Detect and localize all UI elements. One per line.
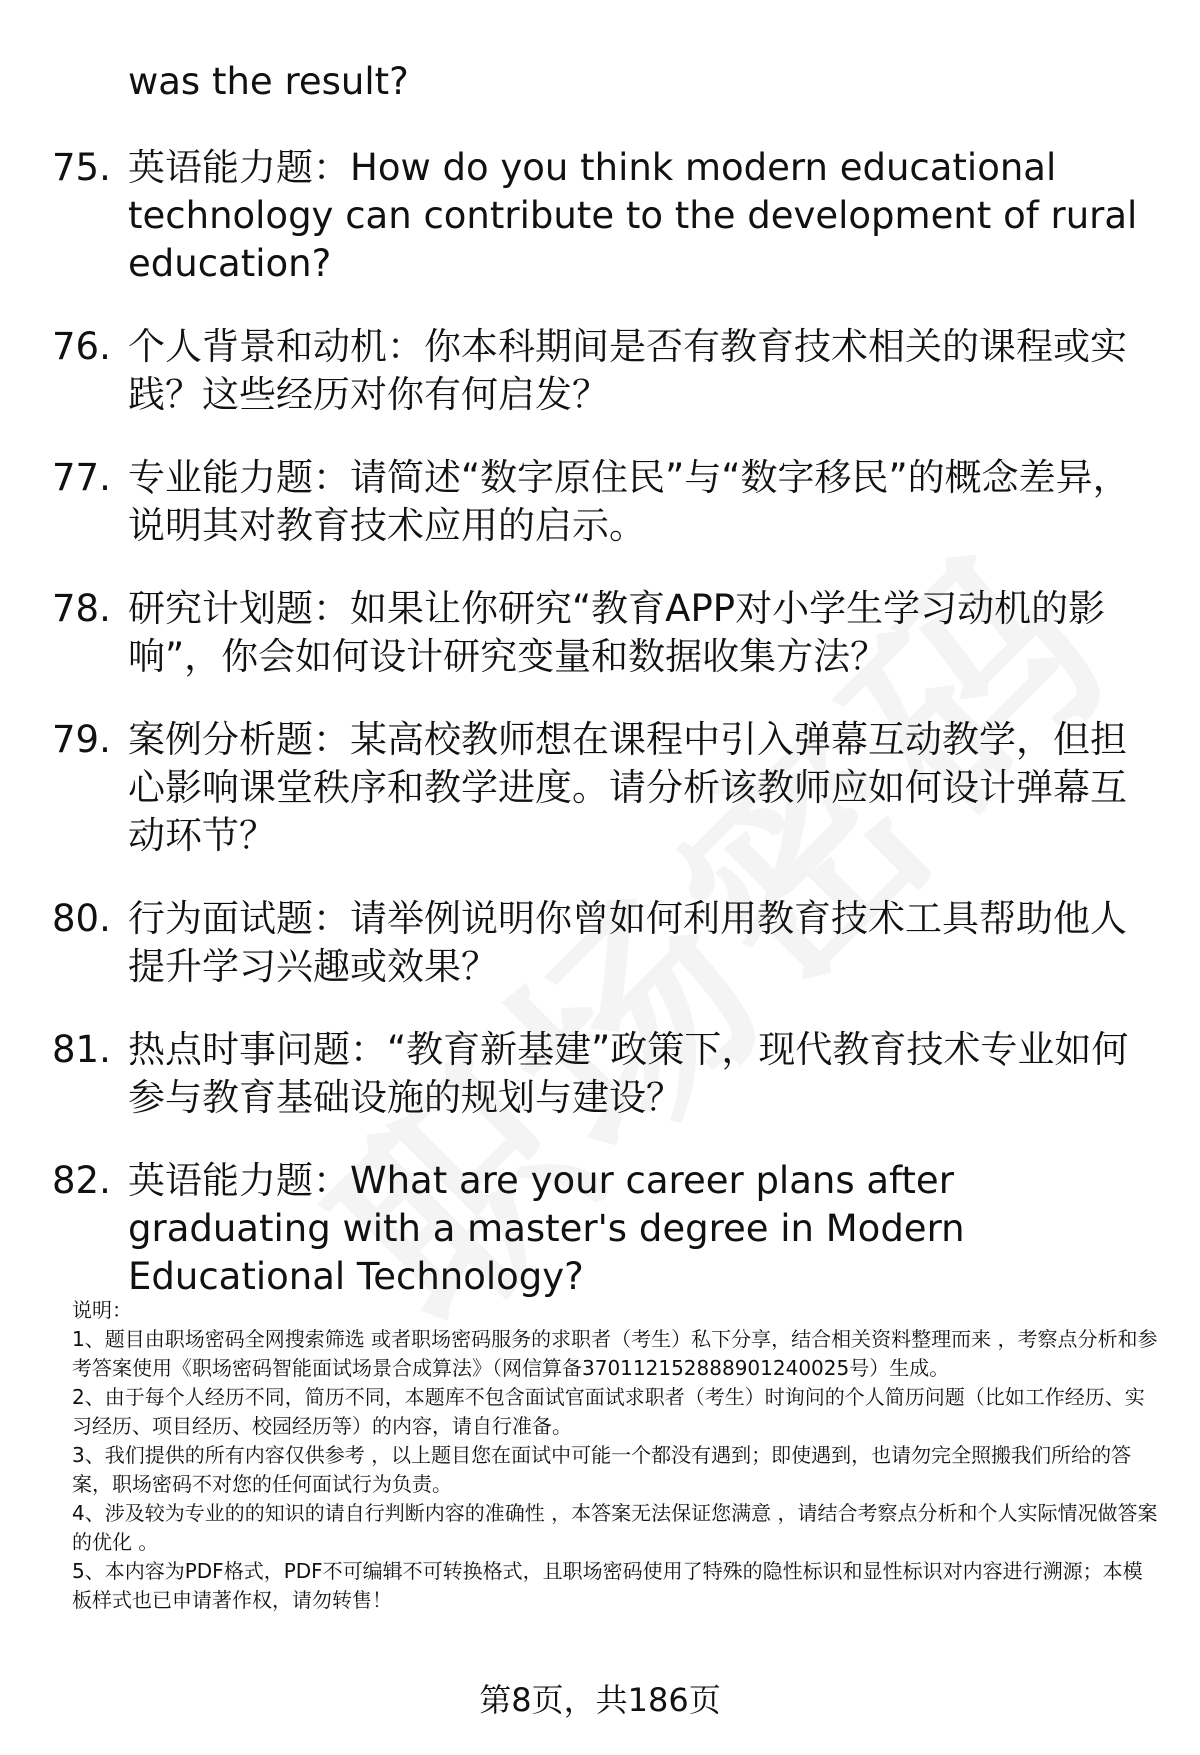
question-number: 76.: [52, 325, 111, 368]
continuation-text: was the result?: [128, 60, 409, 103]
question-number: 82.: [52, 1159, 111, 1202]
question-item: [0, 895, 1200, 991]
question-item: [0, 323, 1200, 419]
question-text: 英语能力题：What are your career plans after graduating with a master's degree in Modern Educational Technology?: [128, 1159, 965, 1298]
question-text: 行为面试题：请举例说明你曾如何利用教育技术工具帮助他人提升学习兴趣或效果？: [128, 897, 1127, 988]
note-item: 4、涉及较为专业的的知识的请自行判断内容的准确性 ，本答案无法保证您满意 ，请结合考察点分析和个人实际情况做答案的优化 。: [72, 1501, 1158, 1554]
question-list: [0, 144, 1200, 1336]
question-number: 77.: [52, 456, 111, 499]
question-item: [0, 144, 1200, 288]
question-number: 78.: [52, 587, 111, 630]
question-number: 75.: [52, 146, 111, 189]
question-text: 英语能力题：How do you think modern educational technology can contribute to the development of rural education?: [128, 146, 1138, 285]
note-item: 5、本内容为PDF格式，PDF不可编辑不可转换格式，且职场密码使用了特殊的隐性标识和显性标识对内容进行溯源；本模板样式也已申请著作权，请勿转售！: [72, 1559, 1143, 1612]
question-item: [0, 585, 1200, 681]
question-text: 专业能力题：请简述“数字原住民”与“数字移民”的概念差异，说明其对教育技术应用的启示。: [128, 456, 1130, 547]
question-number: 79.: [52, 718, 111, 761]
question-text: 个人背景和动机：你本科期间是否有教育技术相关的课程或实践？这些经历对你有何启发？: [128, 325, 1127, 416]
question-text: 研究计划题：如果让你研究“教育APP对小学生学习动机的影响”，你会如何设计研究变量和数据收集方法？: [128, 587, 1106, 678]
question-text: 案例分析题：某高校教师想在课程中引入弹幕互动教学，但担心影响课堂秩序和教学进度。请分析该教师应如何设计弹幕互动环节？: [128, 718, 1127, 857]
question-item: [0, 454, 1200, 550]
note-item: 1、题目由职场密码全网搜索筛选 或者职场密码服务的求职者（考生）私下分享，结合相关资料整理而来 ，考察点分析和参考答案使用《职场密码智能面试场景合成算法》（网信算备370112152888901240025号）生成。: [72, 1327, 1158, 1380]
question-number: 81.: [52, 1028, 111, 1071]
question-item: [0, 1026, 1200, 1122]
notes-title: 说明：: [72, 1298, 132, 1322]
question-item: [0, 1157, 1200, 1301]
note-item: 3、我们提供的所有内容仅供参考 ，以上题目您在面试中可能一个都没有遇到；即使遇到，也请勿完全照搬我们所给的答案，职场密码不对您的任何面试行为负责。: [72, 1443, 1132, 1496]
question-item: [0, 716, 1200, 860]
question-number: 80.: [52, 897, 111, 940]
question-text: 热点时事问题：“教育新基建”政策下，现代教育技术专业如何参与教育基础设施的规划与建设？: [128, 1028, 1129, 1119]
page-footer: 第8页，共186页: [479, 1681, 721, 1719]
notes-section: [72, 1296, 1162, 1615]
note-item: 2、由于每个人经历不同，简历不同，本题库不包含面试官面试求职者（考生）时询问的个人简历问题（比如工作经历、实习经历、项目经历、校园经历等）的内容，请自行准备。: [72, 1385, 1145, 1438]
